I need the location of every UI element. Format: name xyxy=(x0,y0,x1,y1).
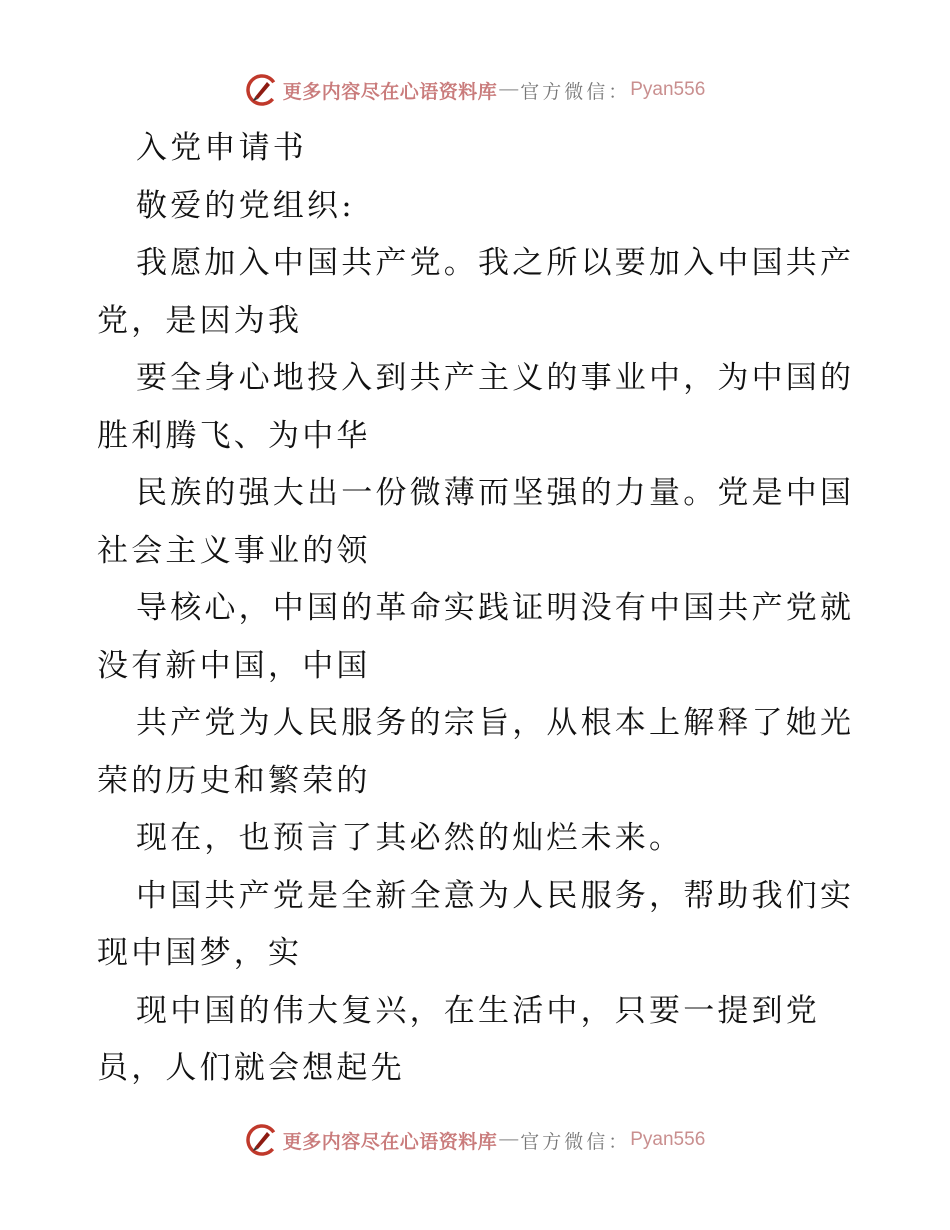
text-line: 要全身心地投入到共产主义的事业中，为中国的 xyxy=(136,360,855,396)
text-line: 社会主义事业的领 xyxy=(97,532,371,569)
header-banner xyxy=(0,70,950,110)
pen-logo-icon xyxy=(245,1123,279,1157)
text-line: 敬爱的党组织: xyxy=(136,187,355,224)
footer-banner xyxy=(0,1120,950,1160)
banner-wechat-label: 官方微信： xyxy=(520,81,631,103)
text-line: 中国共产党是全新全意为人民服务，帮助我们实 xyxy=(136,877,855,914)
text-line: 现中国梦，实 xyxy=(97,935,303,971)
banner-wechat-id: Pyan556 xyxy=(630,79,706,100)
text-line: 民族的强大出一份微薄而坚强的力量。党是中国 xyxy=(136,475,855,511)
text-line: 员，人们就会想起先 xyxy=(97,1050,405,1086)
text-line: 荣的历史和繁荣的 xyxy=(97,762,371,799)
banner-dash: — xyxy=(499,79,519,100)
text-line: 入党申请书 xyxy=(136,130,307,166)
banner-wechat-label: 官方微信： xyxy=(520,1131,631,1153)
banner-dash: — xyxy=(499,1129,519,1150)
text-line: 共产党为人民服务的宗旨，从根本上解释了她光 xyxy=(136,705,855,741)
banner-lead-text: 更多内容尽在心语资料库 xyxy=(282,1131,498,1153)
text-line: 我愿加入中国共产党。我之所以要加入中国共产 xyxy=(136,245,855,281)
text-line: 现中国的伟大复兴，在生活中，只要一提到党 xyxy=(136,992,820,1029)
text-line: 没有新中国，中国 xyxy=(97,647,371,684)
document-body xyxy=(97,120,857,1098)
banner-wechat-id: Pyan556 xyxy=(630,1129,706,1150)
text-line: 党，是因为我 xyxy=(97,302,303,339)
text-line: 现在，也预言了其必然的灿烂未来。 xyxy=(136,820,684,856)
text-line: 导核心，中国的革命实践证明没有中国共产党就 xyxy=(136,590,855,626)
pen-logo-icon xyxy=(245,73,279,107)
banner-lead-text: 更多内容尽在心语资料库 xyxy=(282,81,498,103)
text-line: 胜利腾飞、为中华 xyxy=(97,417,371,454)
